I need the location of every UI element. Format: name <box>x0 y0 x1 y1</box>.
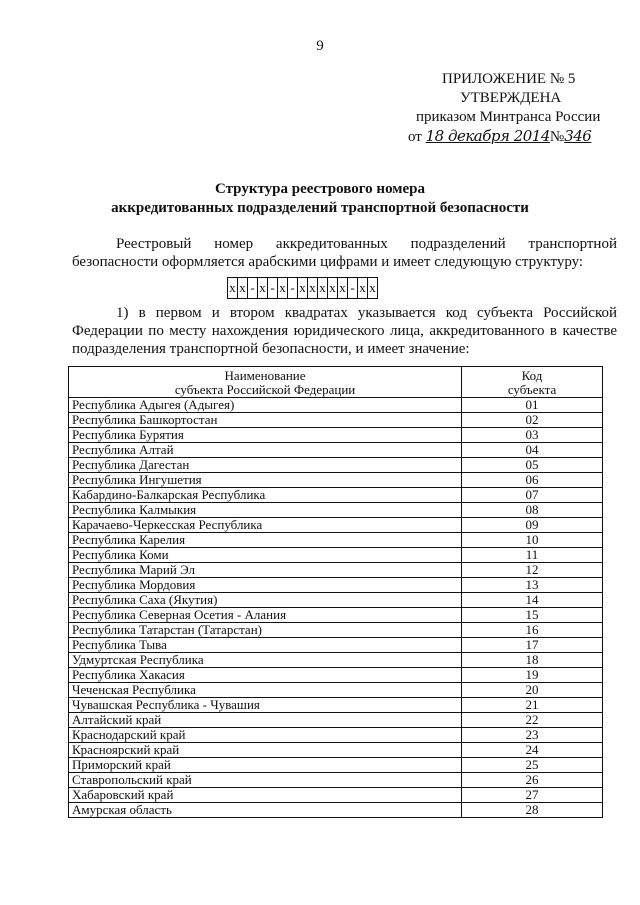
subject-name-cell: Республика Мордовия <box>69 578 462 593</box>
table-row <box>69 503 603 518</box>
intro-text: Реестровый номер аккредитованных подразделений транспортной безопасности оформляется арабскими цифрами и имеет следующую структуру: <box>72 236 617 270</box>
subject-name-cell: Республика Адыгея (Адыгея) <box>69 398 462 413</box>
structure-cell: x <box>338 278 348 298</box>
table-row <box>69 668 603 683</box>
structure-cell: x <box>298 278 308 298</box>
header-subject-name: Наименование субъекта Российской Федерации <box>69 367 462 398</box>
structure-cell: x <box>227 278 238 298</box>
registry-number-structure <box>227 277 378 299</box>
table-row <box>69 653 603 668</box>
subject-name-cell: Республика Алтай <box>69 443 462 458</box>
subject-name-cell: Чувашская Республика - Чувашия <box>69 698 462 713</box>
title-line-2: аккредитованных подразделений транспортной безопасности <box>111 200 529 216</box>
table-row <box>69 608 603 623</box>
subject-name-cell: Республика Ингушетия <box>69 473 462 488</box>
table-row <box>69 428 603 443</box>
table-row <box>69 518 603 533</box>
handwritten-number: 346 <box>564 127 592 145</box>
structure-cell: x <box>318 278 328 298</box>
subject-name-cell: Республика Марий Эл <box>69 563 462 578</box>
intro-paragraph <box>72 235 617 271</box>
table-row <box>69 458 603 473</box>
date-prefix: от <box>408 129 422 145</box>
subject-code-cell: 01 <box>462 398 603 413</box>
header-subject-code: Код субъекта <box>462 367 603 398</box>
document-title <box>0 180 640 218</box>
appendix-label: ПРИЛОЖЕНИЕ № 5 <box>442 71 576 87</box>
subject-code-cell: 27 <box>462 788 603 803</box>
subject-code-cell: 06 <box>462 473 603 488</box>
subject-name-cell: Республика Калмыкия <box>69 503 462 518</box>
table-row <box>69 638 603 653</box>
table-row <box>69 488 603 503</box>
table-row <box>69 578 603 593</box>
subject-code-cell: 10 <box>462 533 603 548</box>
structure-cell: x <box>258 278 268 298</box>
title-line-1: Структура реестрового номера <box>214 181 425 197</box>
subject-code-cell: 13 <box>462 578 603 593</box>
structure-cell: x <box>368 278 378 298</box>
subject-code-cell: 19 <box>462 668 603 683</box>
subject-name-cell: Хабаровский край <box>69 788 462 803</box>
subject-code-cell: 02 <box>462 413 603 428</box>
subject-code-cell: 05 <box>462 458 603 473</box>
subject-name-cell: Чеченская Республика <box>69 683 462 698</box>
subject-code-cell: 22 <box>462 713 603 728</box>
approved-label: УТВЕРЖДЕНА <box>460 90 562 106</box>
handwritten-date: 18 декабря 2014 <box>425 127 550 145</box>
subject-code-cell: 21 <box>462 698 603 713</box>
subject-code-cell: 17 <box>462 638 603 653</box>
subject-code-cell: 08 <box>462 503 603 518</box>
subject-code-cell: 16 <box>462 623 603 638</box>
structure-cell: x <box>358 278 368 298</box>
subject-name-cell: Республика Башкортостан <box>69 413 462 428</box>
subject-code-cell: 03 <box>462 428 603 443</box>
table-row <box>69 473 603 488</box>
table-row <box>69 413 603 428</box>
structure-cell: x <box>278 278 288 298</box>
subject-name-cell: Республика Карелия <box>69 533 462 548</box>
subject-code-cell: 15 <box>462 608 603 623</box>
subject-code-cell: 09 <box>462 518 603 533</box>
subject-name-cell: Республика Бурятия <box>69 428 462 443</box>
subject-code-cell: 04 <box>462 443 603 458</box>
structure-cell: - <box>268 278 278 298</box>
order-label: приказом Минтранса России <box>416 109 601 125</box>
structure-cell: x <box>328 278 338 298</box>
structure-cell: x <box>238 278 248 298</box>
subject-code-cell: 07 <box>462 488 603 503</box>
subject-code-cell: 23 <box>462 728 603 743</box>
subject-name-cell: Республика Тыва <box>69 638 462 653</box>
subject-code-cell: 12 <box>462 563 603 578</box>
subject-code-cell: 11 <box>462 548 603 563</box>
number-prefix: № <box>549 129 565 145</box>
table-row <box>69 803 603 818</box>
table-row <box>69 593 603 608</box>
subject-name-cell: Республика Саха (Якутия) <box>69 593 462 608</box>
table-row <box>69 743 603 758</box>
table-row <box>69 773 603 788</box>
table-row <box>69 788 603 803</box>
structure-cell: - <box>248 278 258 298</box>
table-row <box>69 398 603 413</box>
table-row <box>69 563 603 578</box>
subject-name-cell: Республика Северная Осетия - Алания <box>69 608 462 623</box>
subjects-table <box>68 366 603 818</box>
subject-name-cell: Амурская область <box>69 803 462 818</box>
subject-name-cell: Приморский край <box>69 758 462 773</box>
table-row <box>69 698 603 713</box>
subject-code-cell: 24 <box>462 743 603 758</box>
point1-paragraph <box>72 304 617 358</box>
structure-cell: - <box>348 278 358 298</box>
subject-name-cell: Республика Коми <box>69 548 462 563</box>
table-row <box>69 443 603 458</box>
table-row <box>69 683 603 698</box>
subject-code-cell: 28 <box>462 803 603 818</box>
subject-name-cell: Карачаево-Черкесская Республика <box>69 518 462 533</box>
table-row <box>69 728 603 743</box>
table-row <box>69 758 603 773</box>
subject-code-cell: 14 <box>462 593 603 608</box>
point1-text: 1) в первом и втором квадратах указывается код субъекта Российской Федерации по месту нахождения юридического лица, аккредитованного в качестве подразделения транспортной безопасности, и имеет значение: <box>72 305 617 357</box>
table-row <box>69 623 603 638</box>
subject-code-cell: 20 <box>462 683 603 698</box>
order-date-line <box>390 127 630 147</box>
subject-name-cell: Ставропольский край <box>69 773 462 788</box>
table-row <box>69 548 603 563</box>
structure-cell: - <box>288 278 298 298</box>
subject-name-cell: Республика Татарстан (Татарстан) <box>69 623 462 638</box>
subject-code-cell: 18 <box>462 653 603 668</box>
subject-name-cell: Краснодарский край <box>69 728 462 743</box>
subject-code-cell: 25 <box>462 758 603 773</box>
subject-code-cell: 26 <box>462 773 603 788</box>
approval-block <box>390 70 630 147</box>
subject-name-cell: Удмуртская Республика <box>69 653 462 668</box>
subject-name-cell: Красноярский край <box>69 743 462 758</box>
subject-name-cell: Алтайский край <box>69 713 462 728</box>
subject-name-cell: Республика Хакасия <box>69 668 462 683</box>
table-row <box>69 533 603 548</box>
table-row <box>69 713 603 728</box>
structure-cell: x <box>308 278 318 298</box>
page-number: 9 <box>316 38 324 54</box>
subject-name-cell: Республика Дагестан <box>69 458 462 473</box>
table-header-row <box>69 367 603 398</box>
subject-name-cell: Кабардино-Балкарская Республика <box>69 488 462 503</box>
